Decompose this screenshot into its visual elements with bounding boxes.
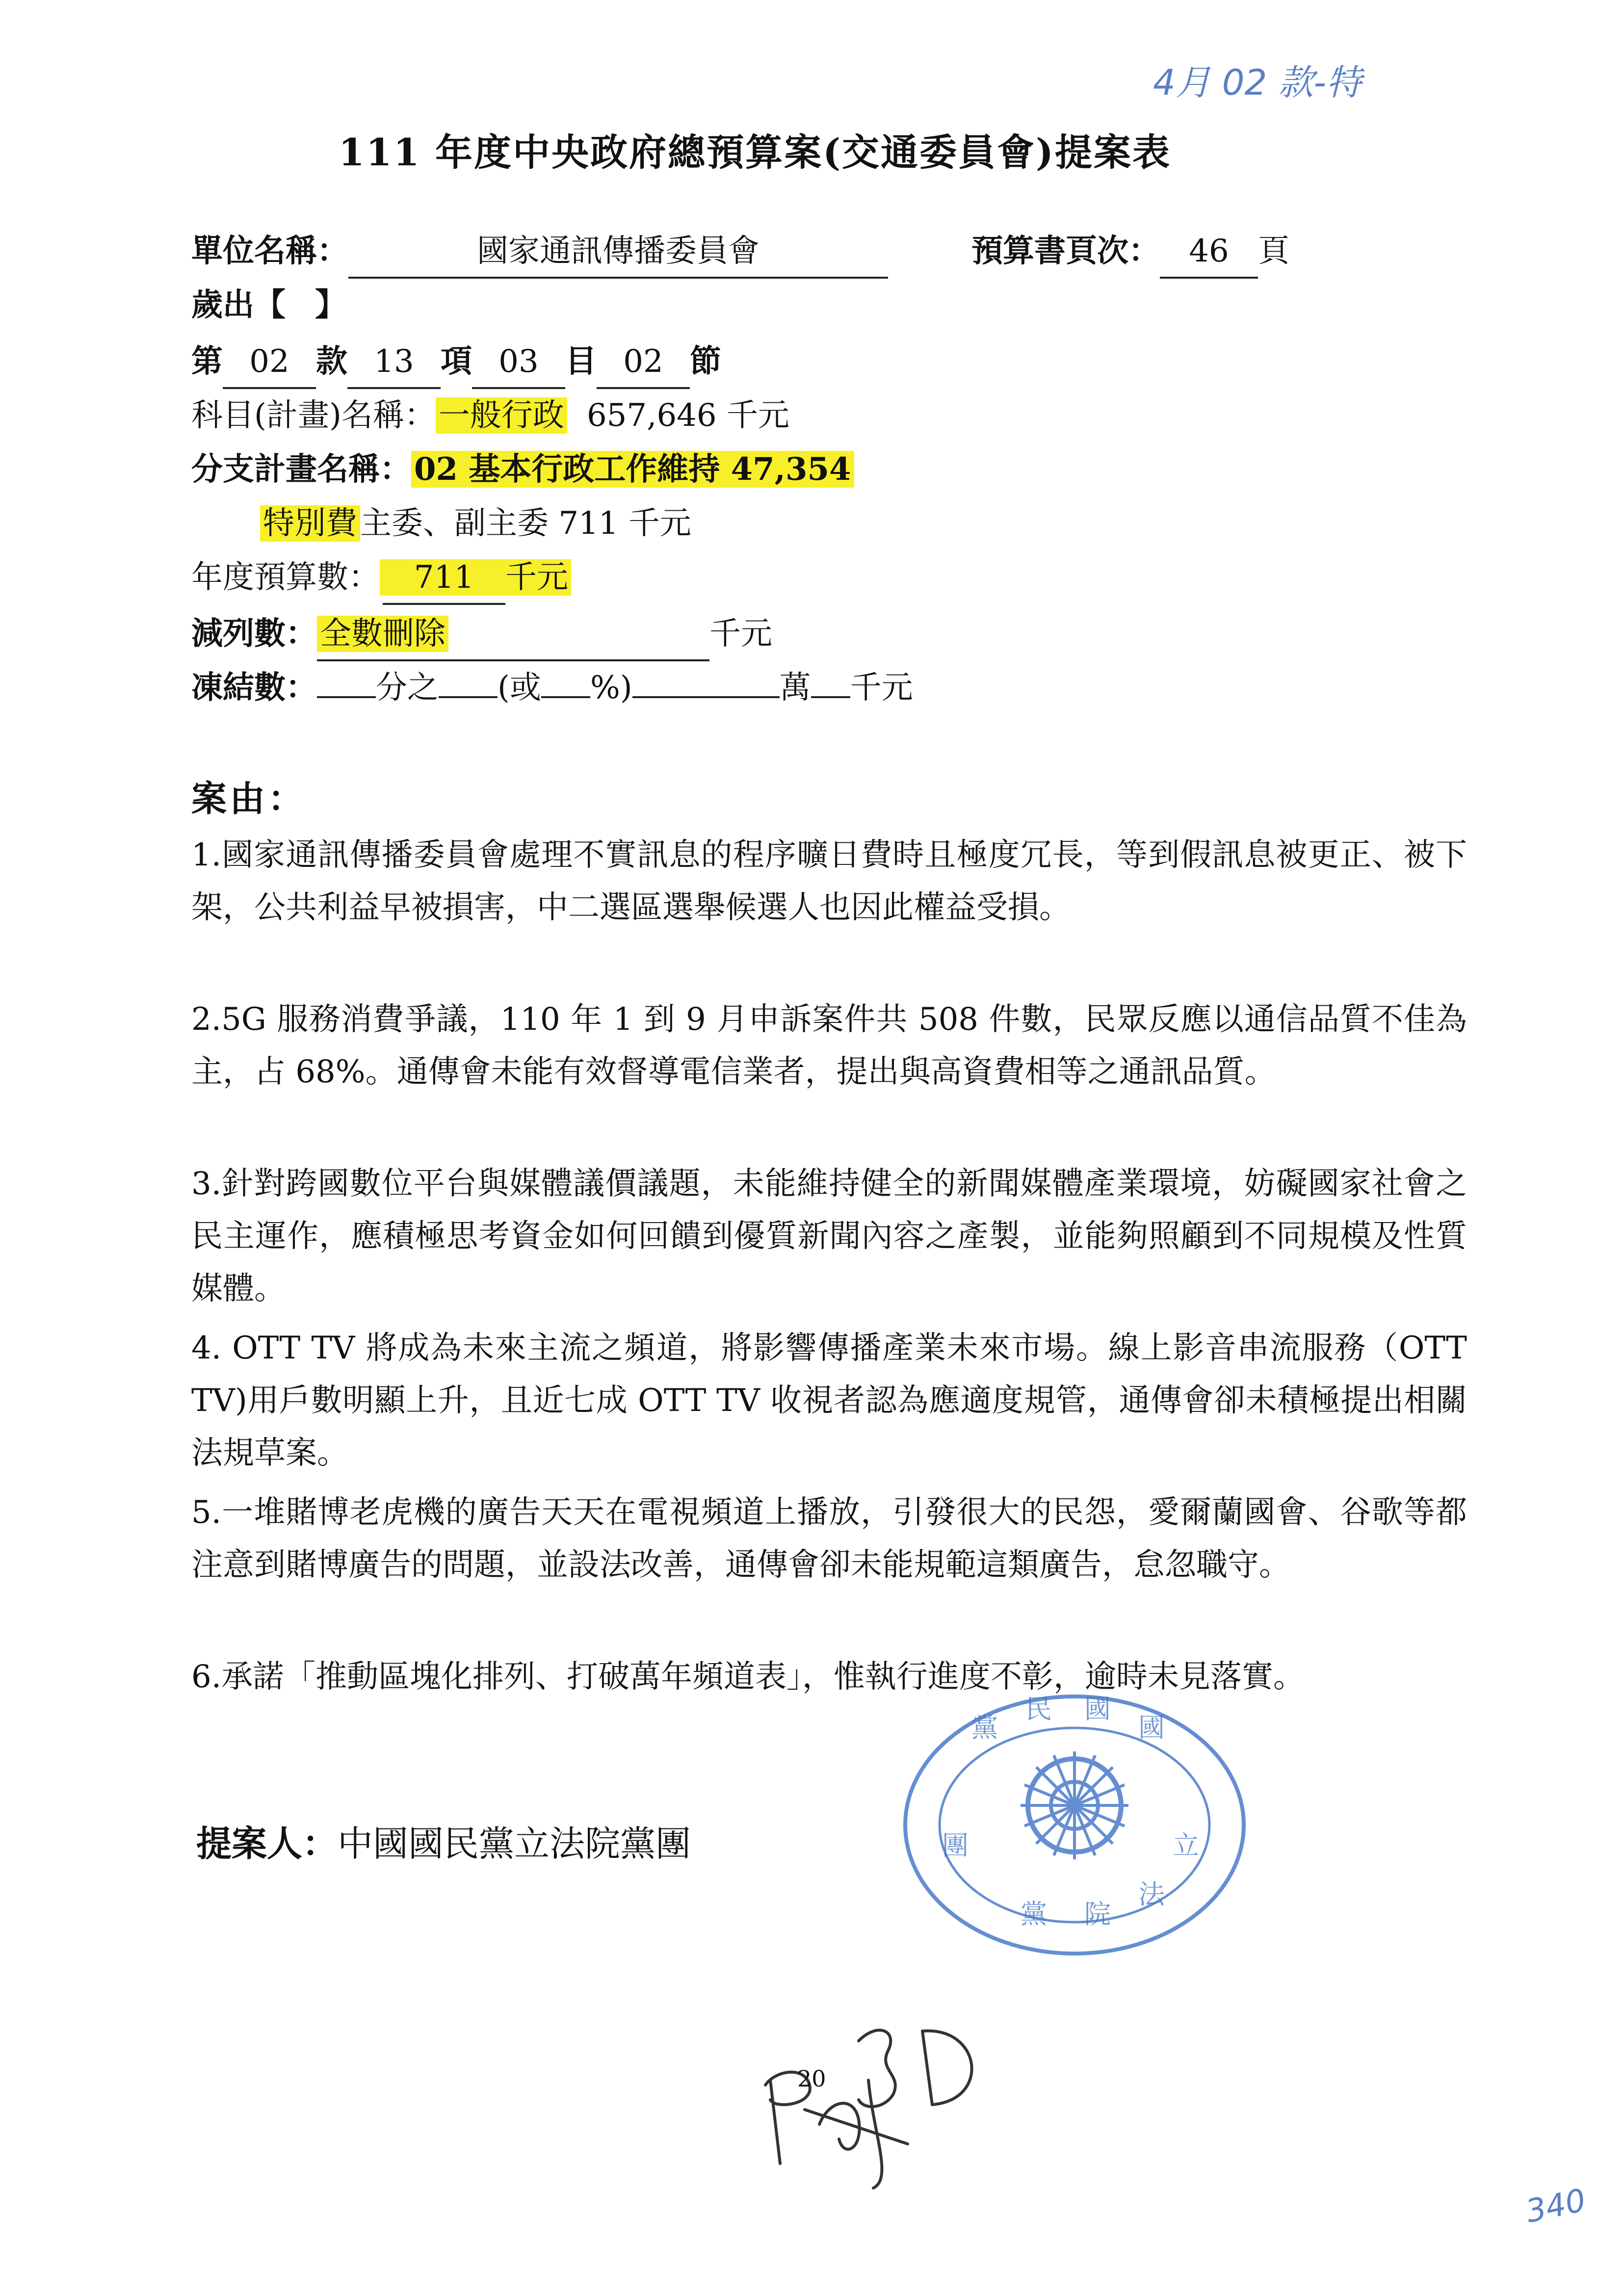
reduction-value: 全數刪除 [317, 616, 448, 652]
seal-glyph: 民 [1025, 1694, 1052, 1724]
branch-plan-row [191, 444, 854, 495]
section-row [191, 336, 721, 389]
proposer-value: 中國國民黨立法院黨團 [338, 1823, 691, 1864]
freeze-label: 凍結數： [191, 669, 317, 706]
special-fee-desc: 主委、副主委 711 千元 [360, 505, 691, 542]
annual-budget-row [191, 552, 571, 605]
reduction-unit: 千元 [709, 616, 772, 652]
subject-label: 科目(計畫)名稱： [191, 397, 436, 434]
unit-value: 國家通訊傳播委員會 [348, 226, 888, 279]
annual-budget-label: 年度預算數： [191, 559, 380, 596]
budget-page-suffix: 頁 [1258, 233, 1289, 269]
freeze-text-4: 萬 [779, 670, 811, 706]
reason-item-4: 4. OTT TV 將成為未來主流之頻道，將影響傳播產業未來市場。線上影音串流服務（OTT TV)用戶數明顯上升，且近七成 OTT TV 收視者認為應適度規管，通傳會卻未積極提出相關法規草案。 [191, 1330, 1467, 1471]
section-jie: 02 [597, 336, 690, 389]
freeze-text-2: (或 [498, 670, 541, 706]
proposer-row [196, 1815, 691, 1866]
freeze-row [191, 662, 913, 713]
reduction-label: 減列數： [191, 615, 317, 652]
handwritten-number-bottom-right: 340 [1522, 2182, 1589, 2230]
page-number: 20 [797, 2065, 826, 2092]
section-mu-label: 目 [565, 343, 597, 380]
section-xiang-label: 項 [441, 343, 472, 380]
reason-heading: 案由： [191, 778, 307, 819]
reason-item-3: 3.針對跨國數位平台與媒體議價議題，未能維持健全的新聞媒體產業環境，妨礙國家社會之民主運作，應積極思考資金如何回饋到優質新聞內容之產製，並能夠照顧到不同規模及性質媒體。 [191, 1166, 1467, 1307]
party-seal [898, 1688, 1251, 1962]
budget-page-row [971, 226, 1289, 279]
budget-page-value: 46 [1160, 226, 1258, 279]
reason-item-6: 6.承諾「推動區塊化排列、打破萬年頻道表」，惟執行進度不彰，逾時未見落實。 [191, 1659, 1305, 1695]
section-kuan-label: 款 [316, 343, 347, 380]
unit-label: 單位名稱： [191, 233, 348, 269]
page-title: 111 年度中央政府總預算案(交通委員會)提案表 [339, 130, 1172, 174]
branch-plan-value: 02 基本行政工作維持 47,354 [411, 451, 854, 488]
expenditure-label: 歲出【 [191, 287, 286, 323]
reason-item-5: 5.一堆賭博老虎機的廣告天天在電視頻道上播放，引發很大的民怨，愛爾蘭國會、谷歌等都注意到賭博廣告的問題，並設法改善，通傳會卻未能規範這類廣告，怠忽職守。 [191, 1494, 1467, 1583]
unit-row [191, 226, 888, 279]
handwritten-scrawl [746, 2011, 1089, 2198]
seal-glyph: 國 [1138, 1712, 1165, 1743]
reduction-row [191, 608, 772, 661]
section-jie-label: 節 [690, 343, 721, 380]
section-mu: 03 [472, 336, 565, 389]
freeze-text-5: 千元 [850, 670, 913, 706]
expenditure-row [191, 280, 346, 331]
seal-glyph: 立 [1173, 1830, 1199, 1861]
special-fee-row [260, 498, 691, 549]
budget-page-label: 預算書頁次： [971, 233, 1160, 269]
section-xiang: 13 [347, 336, 441, 389]
section-kuan: 02 [223, 336, 316, 389]
subject-value: 一般行政 [436, 397, 567, 434]
branch-plan-label: 分支計畫名稱： [191, 451, 411, 488]
seal-glyph: 黨 [1021, 1899, 1047, 1930]
handwritten-note-top-right: 4月 02 款-特 [1153, 62, 1362, 103]
expenditure-bracket-close: 】 [315, 287, 346, 323]
reason-item-2: 2.5G 服務消費爭議，110 年 1 到 9 月申訴案件共 508 件數，民眾反應以通信品質不佳為主，占 68%。通傳會未能有效督導電信業者，提出與高資費相等之通訊品質。 [191, 1001, 1467, 1090]
seal-glyph: 國 [1084, 1694, 1111, 1724]
proposer-label: 提案人： [196, 1823, 338, 1864]
freeze-text-3: %) [590, 670, 632, 706]
seal-glyph: 團 [942, 1830, 969, 1861]
seal-glyph: 院 [1084, 1899, 1111, 1930]
freeze-text-1: 分之 [376, 670, 439, 706]
section-prefix: 第 [191, 343, 223, 380]
reason-item-1: 1.國家通訊傳播委員會處理不實訊息的程序曠日費時且極度冗長，等到假訊息被更正、被下架，公共利益早被損害，中二選區選舉候選人也因此權益受損。 [191, 837, 1467, 926]
subject-amount: 657,646 千元 [586, 397, 789, 434]
seal-glyph: 法 [1138, 1879, 1165, 1910]
annual-budget-value: 711 [383, 552, 505, 605]
seal-glyph: 黨 [971, 1712, 998, 1743]
subject-row [191, 390, 789, 441]
annual-budget-unit: 千元 [505, 559, 568, 596]
special-fee-item: 特別費 [260, 505, 360, 542]
